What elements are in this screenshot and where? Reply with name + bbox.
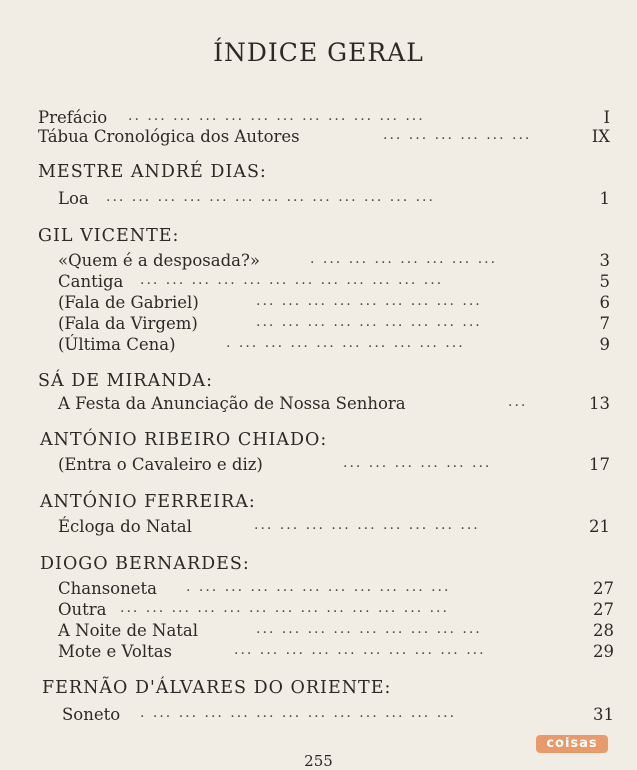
page-title: ÍNDICE GERAL <box>213 38 424 67</box>
entry-label: Écloga do Natal <box>58 517 192 536</box>
leader-dots: ... ... ... ... ... ... ... ... ... ... ... ... <box>140 272 444 288</box>
entry-label: (Fala da Virgem) <box>58 314 198 333</box>
entry-page: 6 <box>599 293 610 312</box>
entry-label: Outra <box>58 600 107 619</box>
toc-entry-chronology[interactable] <box>38 127 610 147</box>
leader-dots: ... ... ... ... ... ... ... ... ... <box>256 293 482 309</box>
leader-dots: ... ... ... ... ... ... <box>343 455 492 471</box>
entry-page: 29 <box>593 642 614 661</box>
entry-label: Loa <box>58 189 89 208</box>
author-heading: FERNÃO D'ÁLVARES DO ORIENTE: <box>42 678 392 698</box>
toc-entry[interactable] <box>58 642 614 662</box>
entry-label: (Entra o Cavaleiro e diz) <box>58 455 263 474</box>
entry-page: 27 <box>593 600 614 619</box>
leader-dots: ... <box>508 394 528 410</box>
entry-page: 3 <box>599 251 610 270</box>
leader-dots: ... ... ... ... ... ... ... ... ... <box>256 314 482 330</box>
toc-entry[interactable] <box>58 394 610 414</box>
toc-entry[interactable] <box>58 600 614 620</box>
toc-entry[interactable] <box>58 621 614 641</box>
entry-label: A Noite de Natal <box>58 621 199 640</box>
entry-page: 13 <box>589 394 610 413</box>
toc-entry[interactable] <box>58 293 610 313</box>
leader-dots: ... ... ... ... ... ... ... ... ... ... ... ... ... <box>120 600 449 616</box>
leader-dots: .. ... ... ... ... ... ... ... ... ... ... ... <box>128 108 425 124</box>
author-heading: GIL VICENTE: <box>38 226 180 246</box>
leader-dots: ... ... ... ... ... ... ... ... ... ... <box>234 642 486 658</box>
entry-label: (Fala de Gabriel) <box>58 293 199 312</box>
toc-entry[interactable] <box>58 579 614 599</box>
page-number: 255 <box>304 752 333 770</box>
leader-dots: . ... ... ... ... ... ... ... ... ... ... <box>186 579 451 595</box>
author-heading: SÁ DE MIRANDA: <box>38 371 214 391</box>
entry-page: 28 <box>593 621 614 640</box>
entry-page: I <box>603 108 610 127</box>
toc-entry[interactable] <box>58 189 610 209</box>
entry-page: 31 <box>593 705 614 724</box>
author-heading: DIOGO BERNARDES: <box>40 554 250 574</box>
toc-entry[interactable] <box>62 705 614 725</box>
entry-label: (Última Cena) <box>58 335 176 354</box>
leader-dots: ... ... ... ... ... ... ... ... ... <box>256 621 482 637</box>
leader-dots: ... ... ... ... ... ... ... ... ... ... ... ... ... <box>106 189 435 205</box>
leader-dots: . ... ... ... ... ... ... ... <box>310 251 498 267</box>
toc-entry[interactable] <box>58 272 610 292</box>
entry-label: Chansoneta <box>58 579 157 598</box>
entry-label: Cantiga <box>58 272 124 291</box>
entry-page: 7 <box>599 314 610 333</box>
entry-page: IX <box>591 127 610 146</box>
entry-page: 9 <box>599 335 610 354</box>
toc-entry[interactable] <box>58 517 610 537</box>
entry-page: 5 <box>599 272 610 291</box>
entry-page: 1 <box>599 189 610 208</box>
entry-label: Prefácio <box>38 108 108 127</box>
watermark-logo: coisas <box>536 735 608 753</box>
author-heading: MESTRE ANDRÉ DIAS: <box>38 162 267 182</box>
entry-page: 21 <box>589 517 610 536</box>
leader-dots: . ... ... ... ... ... ... ... ... ... ... ... ... <box>140 705 457 721</box>
leader-dots: ... ... ... ... ... ... ... ... ... <box>254 517 480 533</box>
entry-label: Soneto <box>62 705 121 724</box>
toc-entry[interactable] <box>58 455 610 475</box>
toc-entry[interactable] <box>58 314 610 334</box>
leader-dots: ... ... ... ... ... ... <box>383 127 532 143</box>
entry-page: 17 <box>589 455 610 474</box>
leader-dots: . ... ... ... ... ... ... ... ... ... <box>226 335 465 351</box>
author-heading: ANTÓNIO RIBEIRO CHIADO: <box>40 430 328 450</box>
entry-page: 27 <box>593 579 614 598</box>
entry-label: A Festa da Anunciação de Nossa Senhora <box>58 394 406 413</box>
toc-entry[interactable] <box>58 335 610 355</box>
entry-label: «Quem é a desposada?» <box>58 251 260 270</box>
entry-label: Mote e Voltas <box>58 642 173 661</box>
entry-label: Tábua Cronológica dos Autores <box>38 127 300 146</box>
author-heading: ANTÓNIO FERREIRA: <box>40 492 256 512</box>
toc-entry[interactable] <box>58 251 610 271</box>
